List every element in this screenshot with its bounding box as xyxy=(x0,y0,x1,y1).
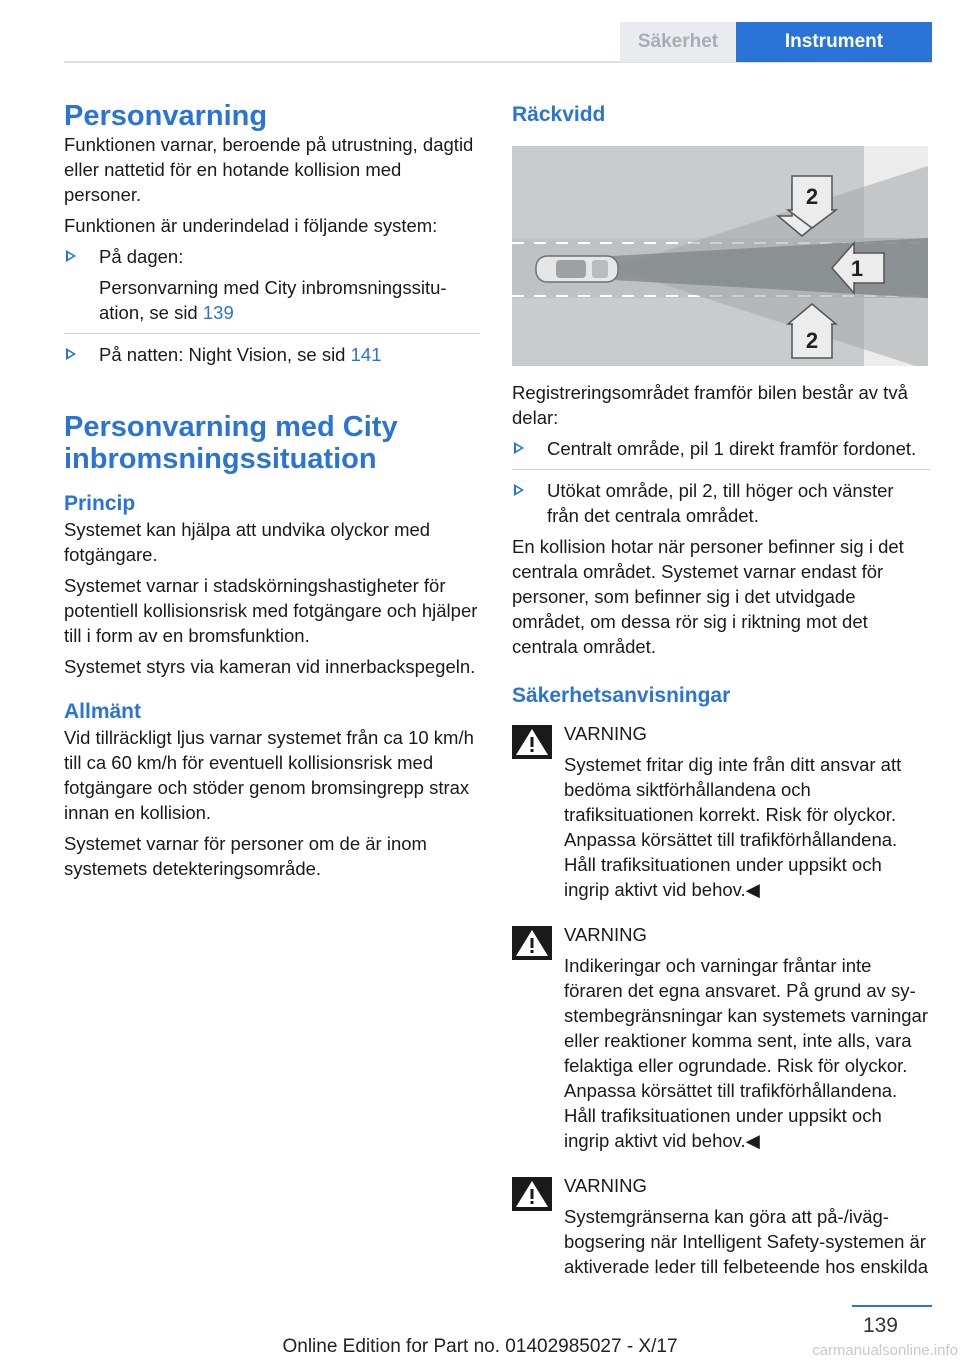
warning-label: VARNING xyxy=(564,723,647,744)
arrow-1-label: 1 xyxy=(850,256,864,281)
arrow-2-bottom-label: 2 xyxy=(805,328,819,353)
paragraph: Vid tillräckligt ljus varnar systemet från ca 10 km/h till ca 60 km/h för eventuell kollisionsrisk med fotgängare och stöder genom bromsingrepp strax innan en kollision. xyxy=(64,727,474,823)
detection-range-figure xyxy=(512,146,928,366)
list-item: Utökat område, pil 2, till höger och vänster från det centrala området. xyxy=(512,478,930,528)
list-item: På dagen: Personvarning med City inbromsningssituation, se sid 139 xyxy=(64,244,480,325)
warning-block xyxy=(512,922,930,1153)
footer-edition: Online Edition for Part no. 01402985027 - X/17 xyxy=(282,1336,678,1357)
tab-sakerhet[interactable]: Säkerhet xyxy=(620,22,736,62)
heading-princip: Princip xyxy=(64,492,136,515)
right-column xyxy=(512,100,930,1279)
warning-label: VARNING xyxy=(564,1175,647,1196)
page-link-141[interactable]: 141 xyxy=(350,344,382,365)
paragraph: Systemet kan hjälpa att undvika olyckor med fotgängare. xyxy=(64,519,431,565)
left-column xyxy=(64,100,480,881)
car-icon xyxy=(536,256,618,282)
paragraph: Funktionen varnar, beroende på utrustning, dagtid eller nattetid för en hotande kollision med personer. xyxy=(64,134,474,205)
list-item: Centralt område, pil 1 direkt framför fordonet. xyxy=(512,436,930,461)
heading-rackvidd: Räckvidd xyxy=(512,103,606,126)
footer-rule xyxy=(852,1305,932,1307)
system-list xyxy=(64,244,480,367)
list-item: På natten: Night Vision, se sid 141 xyxy=(64,342,480,367)
arrow-2-top-label: 2 xyxy=(805,184,819,209)
paragraph: En kollision hotar när personer befinner sig i det centrala området. Systemet varnar endast för personer, som befinner sig i det utvidgade området, om dessa rör sig i riktning mot det centrala området. xyxy=(512,536,904,657)
warning-block xyxy=(512,1173,930,1279)
tab-instrument[interactable]: Instrument xyxy=(736,22,932,62)
warning-text: Systemet fritar dig inte från ditt ansvar att bedöma siktförhållandena och trafiksituationen korrekt. Risk för olyckor. Anpassa körsättet till trafikförhållandena. Håll trafiksituationen under uppsikt och ingrip aktivt vid behov.◀ xyxy=(564,754,902,900)
warning-text: Indikeringar och varningar fråntar inte föraren det egna ansvaret. På grund av systembegränsningar kan systemets varningar eller reaktioner komma sent, inte alls, vara felaktiga eller ogrundade. Risk för olyckor. Anpassa körsättet till trafikförhållandena. Håll trafiksituationen under uppsikt och ingrip aktivt vid behov.◀ xyxy=(564,955,929,1151)
warning-triangle-icon xyxy=(512,926,552,960)
bullet-triangle-icon xyxy=(66,348,76,360)
page-link-139[interactable]: 139 xyxy=(202,302,234,323)
warning-triangle-icon xyxy=(512,725,552,759)
warning-block xyxy=(512,721,930,902)
bullet-triangle-icon xyxy=(514,442,524,454)
watermark: carmanualsonline.info xyxy=(812,1342,958,1359)
heading-allmant: Allmänt xyxy=(64,700,142,723)
warning-text: Systemgränserna kan göra att på-/ivägbogsering när Intelligent Safety-systemen är aktiverade leder till felbeteende hos enskilda xyxy=(564,1206,929,1277)
paragraph: Systemet varnar för personer om de är inom systemets detekteringsområde. xyxy=(64,833,427,879)
warning-triangle-icon xyxy=(512,1177,552,1211)
paragraph: Systemet styrs via kameran vid innerbackspegeln. xyxy=(64,656,476,677)
warning-label: VARNING xyxy=(564,924,647,945)
paragraph: Registreringsområdet framför bilen består av två delar: xyxy=(512,382,908,428)
heading-personvarning: Personvarning xyxy=(64,100,268,132)
range-list xyxy=(512,436,930,528)
heading-city: Personvarning med City inbromsningssituation xyxy=(64,411,398,475)
page-number: 139 xyxy=(862,1314,898,1337)
paragraph: Systemet varnar i stadskörningshastigheter för potentiell kollisionsrisk med fotgängare och hjälper till i form av en bromsfunktion. xyxy=(64,575,478,646)
bullet-triangle-icon xyxy=(514,484,524,496)
heading-sakerhetsanvisningar: Säkerhetsanvisningar xyxy=(512,684,731,707)
paragraph: Funktionen är underindelad i följande system: xyxy=(64,215,438,236)
bullet-triangle-icon xyxy=(66,250,76,262)
